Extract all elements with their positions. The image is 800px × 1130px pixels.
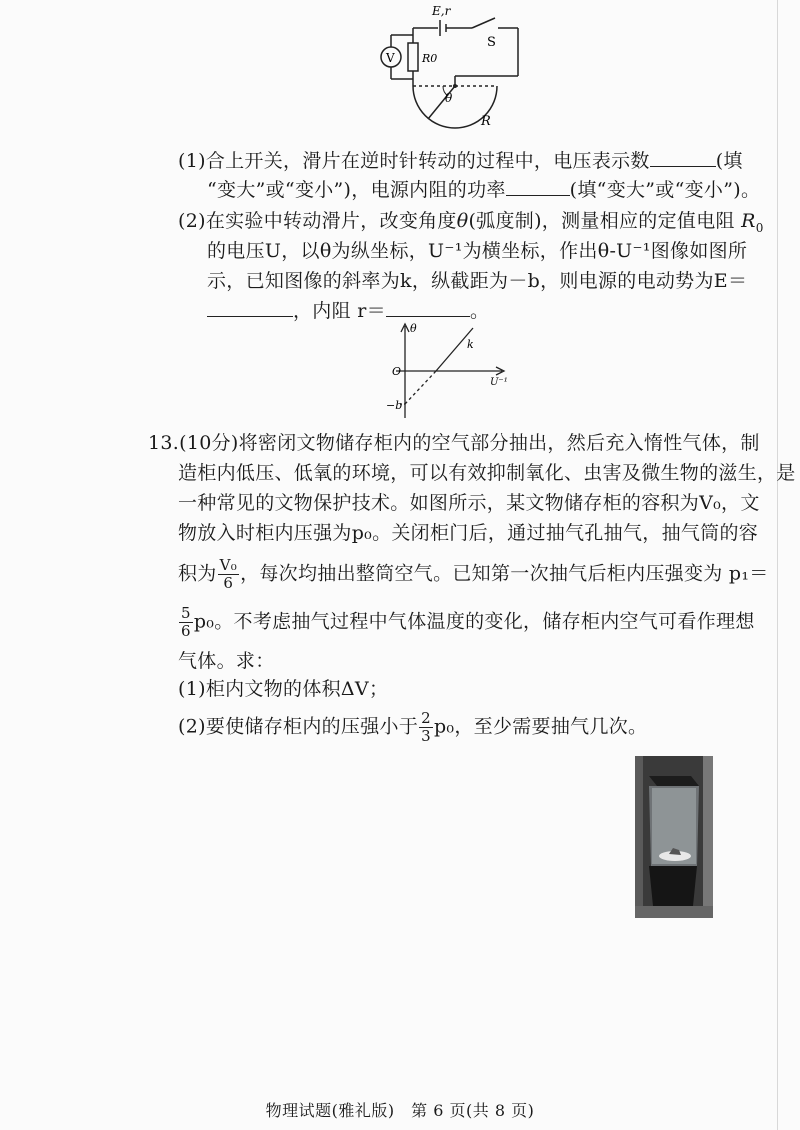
q13-line7: 气体。求： [178, 650, 275, 672]
page-edge [777, 0, 778, 1130]
answer-blank-2[interactable] [506, 177, 570, 196]
display-cabinet-photo [635, 756, 713, 918]
q12-part2-line4: ，内阻 r＝ 。 [207, 298, 489, 324]
graph-xlabel: U⁻¹ [490, 377, 508, 388]
fraction-5-6: $\frac{5}{6}$ [181, 604, 191, 640]
q13-line3: 一种常见的文物保护技术。如图所示，某文物储存柜的容积为V₀，文 [178, 492, 760, 514]
q12-part2-line1: (2)在实验中转动滑片，改变角度θ(弧度制)，测量相应的定值电阻 $R_0$ [178, 210, 764, 235]
page-footer: 物理试题(雅礼版) 第 6 页(共 8 页) [265, 1101, 535, 1120]
q12-part2-line3: 示，已知图像的斜率为k，纵截距为－b，则电源的电动势为E＝ [207, 270, 748, 292]
fraction-2-3: $\frac{2}{3}$ [421, 709, 431, 745]
graph-intercept: −b [386, 399, 403, 412]
answer-blank-1[interactable] [650, 148, 716, 167]
q13-line6: $\frac{5}{6}$ p₀。不考虑抽气过程中气体温度的变化，储存柜内空气可看作理想 [181, 604, 755, 640]
q12-part2-line2: 的电压U，以θ为纵坐标，U⁻¹为横坐标，作出θ-U⁻¹图像如图所 [207, 240, 748, 262]
answer-blank-4[interactable] [386, 298, 470, 317]
theta-u-graph [380, 318, 520, 428]
q13-sub1: (1)柜内文物的体积ΔV； [178, 678, 389, 700]
label-theta: θ [445, 91, 453, 105]
q13-line1: 13.(10分)将密闭文物储存柜内的空气部分抽出，然后充入惰性气体，制 [148, 432, 760, 454]
graph-ylabel: θ [410, 322, 417, 335]
label-v: V [386, 51, 395, 65]
circuit-diagram [360, 0, 540, 135]
q12-part1-line1: (1)合上开关，滑片在逆时针转动的过程中，电压表示数 (填 [178, 150, 743, 172]
label-s: S [487, 35, 496, 50]
graph-origin: O [392, 365, 402, 378]
q13-line5: 积为 $\frac{\text{V₀}}{6}$ ，每次均抽出整筒空气。已知第一次抽气后柜内压强变为 p₁＝ [178, 556, 769, 592]
q13-line2: 造柜内低压、低氧的环境，可以有效抑制氧化、虫害及微生物的滋生，是 [178, 462, 796, 484]
label-ej: E,r [432, 4, 451, 18]
q12-part1-line2: “变大”或“变小”)，电源内阻的功率 (填“变大”或“变小”)。 [207, 179, 761, 201]
q13-sub2: (2)要使储存柜内的压强小于 $\frac{2}{3}$ p₀，至少需要抽气几次。 [178, 709, 648, 745]
label-r0: R0 [422, 52, 438, 65]
graph-slope: k [467, 338, 474, 351]
label-r: R [481, 114, 491, 129]
fraction-v0-6: $\frac{\text{V₀}}{6}$ [219, 556, 238, 592]
answer-blank-3[interactable] [207, 298, 293, 317]
q13-line4: 物放入时柜内压强为p₀。关闭柜门后，通过抽气孔抽气，抽气筒的容 [178, 522, 759, 544]
